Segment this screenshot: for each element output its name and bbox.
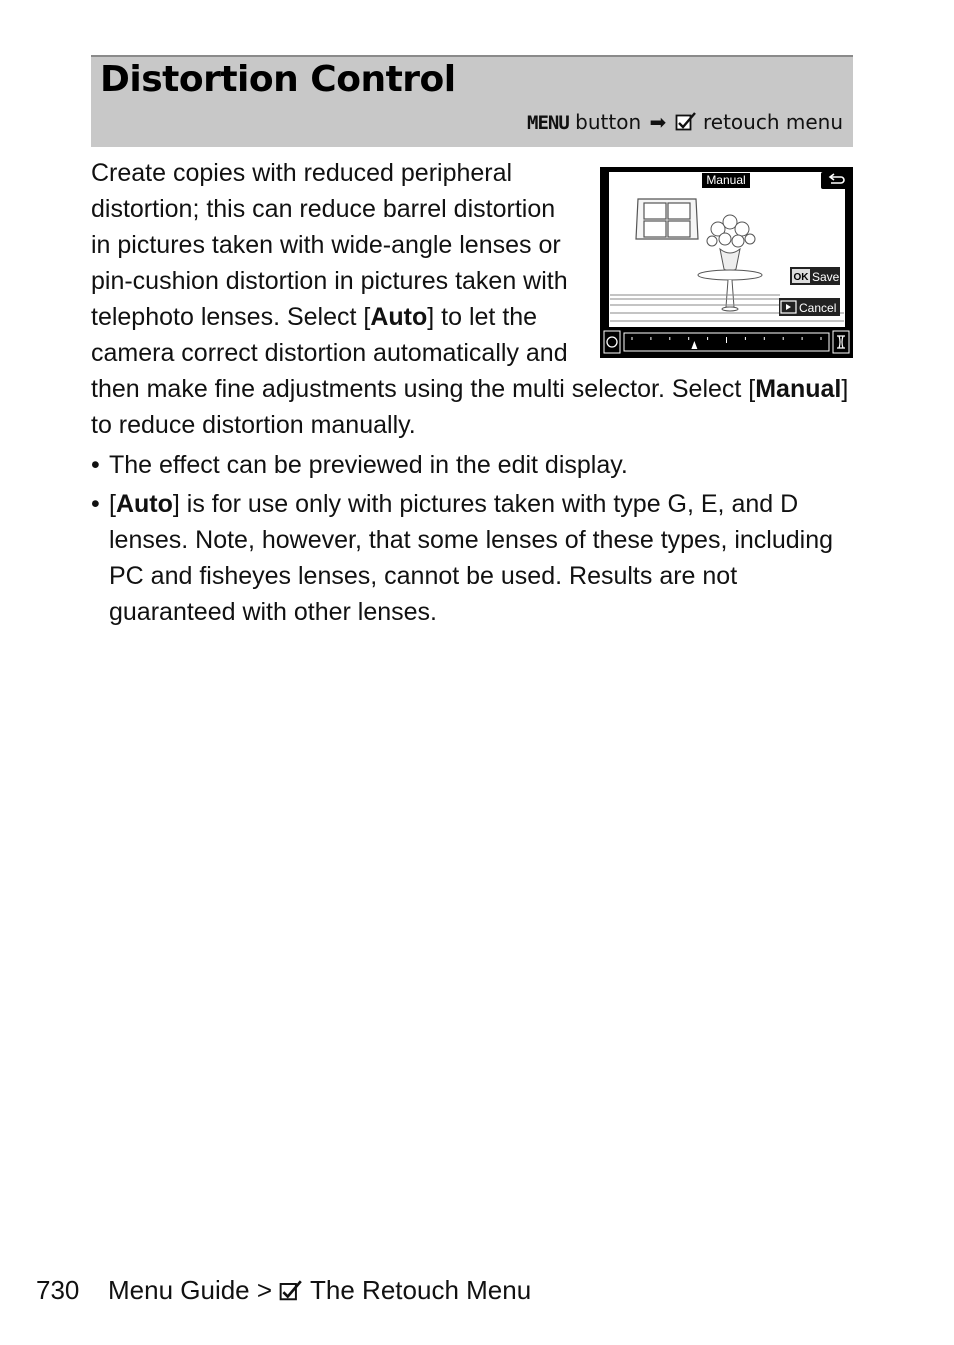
page-title: Distortion Control (100, 59, 456, 100)
button-text: button (568, 110, 648, 134)
cancel-label: Cancel (799, 301, 837, 315)
page-footer (36, 1275, 531, 1306)
list-item: • [Auto] is for use only with pictures taken with type G, E, and D lenses. Note, however, that some lenses of these types, including PC and fisheyes lenses, cannot be used. Results are not guaranteed with other lenses. (91, 486, 853, 630)
retouch-icon (675, 111, 697, 131)
arrow-right-icon: ➡ (649, 110, 667, 134)
auto-option: Auto (370, 303, 428, 331)
mode-label: Manual (706, 173, 746, 187)
ok-badge: OK (793, 272, 809, 283)
menu-path (527, 110, 843, 134)
intro-paragraph: Create copies with reduced peripheral distortion; this can reduce barrel distortion in pictures taken with wide-angle lenses or pin-cushion distortion in pictures taken with telephoto lenses. Select [Auto] to let the camera correct distortion automatically and then make fine adjustments using the multi selector. Select [Manual] to reduce distortion manually. (91, 159, 849, 439)
page-header (91, 55, 853, 147)
auto-option: Auto (115, 490, 173, 518)
camera-screen-image (600, 167, 853, 358)
retouch-menu-text: retouch menu (696, 110, 843, 134)
breadcrumb-section[interactable]: The Retouch Menu (303, 1275, 532, 1305)
window-drawing (636, 199, 698, 239)
menu-button-label: MENU (527, 112, 569, 134)
breadcrumb-guide[interactable]: Menu Guide > (108, 1275, 280, 1305)
notes-list (91, 447, 853, 630)
page-number: 730 (36, 1275, 80, 1305)
retouch-icon (279, 1279, 303, 1301)
body-text (91, 155, 853, 633)
save-label: Save (812, 270, 840, 284)
list-item: • The effect can be previewed in the edit display. (91, 447, 853, 483)
manual-option: Manual (755, 375, 842, 403)
